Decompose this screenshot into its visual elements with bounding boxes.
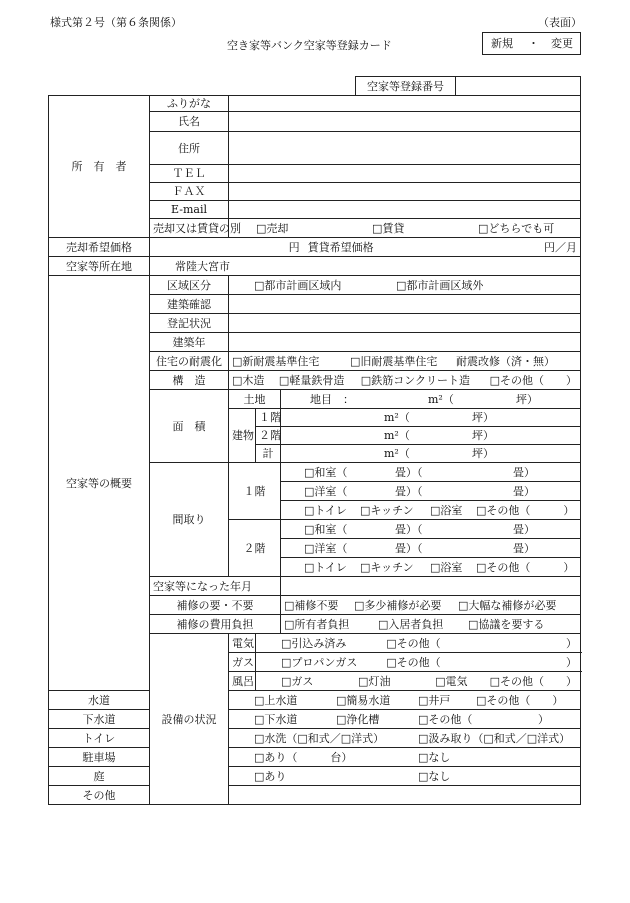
bath-oil[interactable]: □灯油 bbox=[358, 674, 391, 688]
f1-kitchen[interactable]: □キッチン bbox=[360, 503, 414, 517]
land-label: 土地 bbox=[229, 390, 281, 409]
address-label: 住所 bbox=[150, 132, 229, 165]
water-label: 水道 bbox=[49, 691, 150, 710]
parking-no[interactable]: □なし bbox=[418, 750, 451, 764]
zone-label: 区域区分 bbox=[150, 276, 229, 295]
bath-options bbox=[256, 672, 581, 691]
registry-field[interactable] bbox=[229, 314, 581, 333]
garden-options bbox=[229, 767, 581, 786]
new-change-box bbox=[482, 32, 581, 55]
cost-tenant[interactable]: □入居者負担 bbox=[378, 617, 444, 631]
building-f1-label: １階 bbox=[256, 409, 281, 427]
f1-tsubo-unit: 坪） bbox=[472, 411, 494, 424]
f2-toilet[interactable]: □トイレ bbox=[304, 560, 347, 574]
zone-out-option[interactable]: □都市計画区域外 bbox=[396, 278, 484, 292]
price-row bbox=[150, 238, 581, 257]
dot-separator: ・ bbox=[528, 37, 539, 50]
registry-label: 登記状況 bbox=[150, 314, 229, 333]
rent-price-label: 賃貸希望価格 bbox=[307, 240, 374, 254]
sewer-options bbox=[229, 710, 581, 729]
f2-facilities-row bbox=[281, 558, 581, 577]
rent-price-field[interactable] bbox=[397, 242, 577, 253]
electric-other[interactable]: □その他（ bbox=[386, 636, 441, 650]
f2-washitsu: □和室（ bbox=[304, 522, 348, 536]
registration-card-table bbox=[48, 95, 581, 805]
sale-type-label: 売却又は賃貸の別 bbox=[150, 219, 229, 238]
f1-washitsu: □和室（ bbox=[304, 465, 348, 479]
land-area-field[interactable] bbox=[281, 390, 581, 409]
side-label: （表面） bbox=[538, 16, 582, 29]
reg-number-box bbox=[355, 76, 581, 96]
total-tsubo-unit: 坪） bbox=[472, 447, 494, 460]
bath-other[interactable]: □その他（ ） bbox=[489, 674, 577, 688]
sale-price-field[interactable] bbox=[153, 242, 300, 253]
gas-propane[interactable]: □プロパンガス bbox=[281, 655, 358, 669]
f1-youshitsu-jo2: 畳） bbox=[513, 484, 535, 498]
vacant-since-label: 空家等になった年月 bbox=[150, 577, 281, 596]
water-options bbox=[229, 691, 581, 710]
gas-close: ） bbox=[566, 655, 578, 669]
bath-gas[interactable]: □ガス bbox=[281, 674, 314, 688]
f1-facilities-row bbox=[281, 501, 581, 520]
repair-none[interactable]: □補修不要 bbox=[284, 598, 339, 612]
building-total-field[interactable] bbox=[281, 445, 581, 463]
electric-connected[interactable]: □引込み済み bbox=[281, 636, 347, 650]
f2-washitsu-jo1: 畳）（ bbox=[395, 522, 423, 536]
f2-kitchen[interactable]: □キッチン bbox=[360, 560, 414, 574]
form-title: 空き家等バンク空家等登録カード bbox=[227, 39, 392, 52]
overview-section-label: 空家等の概要 bbox=[49, 276, 150, 691]
furigana-label: ふりがな bbox=[150, 96, 229, 112]
repair-label: 補修の要・不要 bbox=[150, 596, 281, 615]
seismic-new-option[interactable]: □新耐震基準住宅 bbox=[232, 354, 320, 368]
f1-youshitsu-row[interactable] bbox=[281, 482, 581, 501]
layout-label: 間取り bbox=[150, 463, 229, 577]
sewer-close: ） bbox=[538, 712, 549, 726]
f2-washitsu-row[interactable] bbox=[281, 520, 581, 539]
f1-bath[interactable]: □浴室 bbox=[430, 503, 463, 517]
built-year-label: 建築年 bbox=[150, 333, 229, 352]
sewer-public[interactable]: □下水道 bbox=[254, 712, 298, 726]
garden-label: 庭 bbox=[49, 767, 150, 786]
toilet-flush[interactable]: □水洗（□和式／□洋式） bbox=[254, 731, 385, 745]
cost-discuss[interactable]: □協議を要する bbox=[468, 617, 545, 631]
f2-tsubo-unit: 坪） bbox=[472, 429, 494, 442]
reg-number-label-cell bbox=[356, 77, 456, 96]
f1-washitsu-jo1: 畳）（ bbox=[395, 465, 423, 479]
other-label: その他 bbox=[49, 786, 150, 805]
cost-owner[interactable]: □所有者負担 bbox=[284, 617, 350, 631]
layout-floor1-label: １階 bbox=[229, 463, 281, 520]
building-total-label: 計 bbox=[256, 445, 281, 463]
land-m2-unit: m²（ bbox=[428, 392, 454, 406]
sale-price-label: 売却希望価格 bbox=[49, 238, 150, 257]
toilet-options bbox=[229, 729, 581, 748]
structure-label: 構 造 bbox=[150, 371, 229, 390]
tel-field[interactable] bbox=[229, 165, 581, 183]
f2-youshitsu-jo1: 畳）（ bbox=[395, 541, 423, 555]
f1-other[interactable]: □その他（ ） bbox=[476, 503, 575, 517]
email-field[interactable] bbox=[229, 201, 581, 219]
rent-price-unit: 円／月 bbox=[544, 240, 578, 254]
seismic-old-option[interactable]: □旧耐震基準住宅 bbox=[350, 354, 438, 368]
zone-in-option[interactable]: □都市計画区域内 bbox=[254, 278, 342, 292]
sewer-septic[interactable]: □浄化槽 bbox=[336, 712, 380, 726]
location-label: 空家等所在地 bbox=[49, 257, 150, 276]
building-f1-field[interactable] bbox=[281, 409, 581, 427]
electric-options bbox=[256, 634, 581, 653]
build-confirm-label: 建築確認 bbox=[150, 295, 229, 314]
sale-option[interactable]: □売却 bbox=[256, 221, 289, 235]
f2-washitsu-jo2: 畳） bbox=[513, 522, 535, 536]
bath-electric[interactable]: □電気 bbox=[435, 674, 468, 688]
toilet-label: トイレ bbox=[49, 729, 150, 748]
repair-some[interactable]: □多少補修が必要 bbox=[354, 598, 442, 612]
seismic-options bbox=[229, 352, 581, 371]
structure-steel[interactable]: □軽量鉄骨造 bbox=[278, 373, 345, 387]
gas-label: ガス bbox=[229, 653, 256, 672]
f2-bath[interactable]: □浴室 bbox=[430, 560, 463, 574]
structure-rc[interactable]: □鉄筋コンクリート造 bbox=[360, 373, 470, 387]
either-option[interactable]: □どちらでも可 bbox=[478, 221, 555, 235]
other-field[interactable] bbox=[229, 786, 581, 805]
new-option[interactable]: 新規 bbox=[491, 37, 513, 50]
gas-options bbox=[256, 653, 581, 672]
tel-label: ＴＥＬ bbox=[150, 165, 229, 183]
facilities-section-label: 設備の状況 bbox=[150, 634, 229, 805]
garden-no[interactable]: □なし bbox=[418, 769, 451, 783]
parking-yes[interactable]: □あり（ 台） bbox=[254, 750, 353, 764]
electric-label: 電気 bbox=[229, 634, 256, 653]
electric-close: ） bbox=[566, 636, 578, 650]
f2-youshitsu-jo2: 畳） bbox=[513, 541, 535, 555]
vacant-since-field[interactable] bbox=[281, 577, 581, 596]
f1-youshitsu-jo1: 畳）（ bbox=[395, 484, 423, 498]
f1-youshitsu: □洋室（ bbox=[304, 484, 348, 498]
cost-options bbox=[281, 615, 581, 634]
f1-washitsu-row[interactable] bbox=[281, 463, 581, 482]
structure-options bbox=[229, 371, 581, 390]
building-f2-label: ２階 bbox=[256, 427, 281, 445]
reg-number-label: 空家等登録番号 bbox=[367, 80, 444, 93]
location-value: 常陸大宮市 bbox=[175, 259, 230, 273]
sewer-other[interactable]: □その他（ bbox=[418, 712, 473, 726]
fax-field[interactable] bbox=[229, 183, 581, 201]
seismic-label: 住宅の耐震化 bbox=[150, 352, 229, 371]
layout-floor2-label: ２階 bbox=[229, 520, 281, 577]
f2-youshitsu-row[interactable] bbox=[281, 539, 581, 558]
seismic-retrofit: 耐震改修（済・無） bbox=[456, 354, 555, 368]
total-m2-unit: m²（ bbox=[384, 447, 410, 460]
water-city[interactable]: □上水道 bbox=[254, 693, 298, 707]
repair-major[interactable]: □大幅な補修が必要 bbox=[458, 598, 557, 612]
f2-m2-unit: m²（ bbox=[384, 429, 410, 442]
f1-m2-unit: m²（ bbox=[384, 411, 410, 424]
gas-other[interactable]: □その他（ bbox=[386, 655, 441, 669]
name-label: 氏名 bbox=[150, 112, 229, 132]
f1-toilet[interactable]: □トイレ bbox=[304, 503, 347, 517]
cost-label: 補修の費用負担 bbox=[150, 615, 281, 634]
parking-label: 駐車場 bbox=[49, 748, 150, 767]
sale-type-options bbox=[229, 219, 581, 238]
name-field[interactable] bbox=[229, 112, 581, 132]
building-f2-field[interactable] bbox=[281, 427, 581, 445]
water-other[interactable]: □その他（ ） bbox=[476, 693, 564, 707]
garden-yes[interactable]: □あり bbox=[254, 769, 287, 783]
land-category-label: 地目 ： bbox=[310, 392, 354, 406]
structure-other[interactable]: □その他（ ） bbox=[489, 373, 577, 387]
built-year-field[interactable] bbox=[229, 333, 581, 352]
water-simple[interactable]: □簡易水道 bbox=[336, 693, 391, 707]
email-label: E-mail bbox=[150, 201, 229, 219]
parking-options bbox=[229, 748, 581, 767]
f2-other[interactable]: □その他（ ） bbox=[476, 560, 575, 574]
bath-label: 風呂 bbox=[229, 672, 256, 691]
zone-options bbox=[229, 276, 581, 295]
repair-options bbox=[281, 596, 581, 615]
form-number: 様式第２号（第６条関係） bbox=[50, 16, 182, 29]
address-field[interactable] bbox=[229, 132, 581, 165]
reg-number-field[interactable] bbox=[456, 77, 580, 96]
land-tsubo-unit: 坪） bbox=[516, 392, 538, 406]
owner-section-label: 所 有 者 bbox=[49, 96, 150, 238]
rent-option[interactable]: □賃貸 bbox=[372, 221, 405, 235]
water-well[interactable]: □井戸 bbox=[418, 693, 451, 707]
f2-youshitsu: □洋室（ bbox=[304, 541, 348, 555]
sale-price-unit: 円 bbox=[288, 240, 300, 254]
change-option[interactable]: 変更 bbox=[551, 37, 573, 50]
structure-wood[interactable]: □木造 bbox=[232, 373, 265, 387]
toilet-pit[interactable]: □汲み取り（□和式／□洋式） bbox=[418, 731, 571, 745]
location-field[interactable] bbox=[150, 257, 581, 276]
building-label: 建物 bbox=[229, 409, 256, 463]
furigana-field[interactable] bbox=[229, 96, 581, 112]
fax-label: ＦＡＸ bbox=[150, 183, 229, 201]
build-confirm-field[interactable] bbox=[229, 295, 581, 314]
area-label: 面 積 bbox=[150, 390, 229, 463]
f1-washitsu-jo2: 畳） bbox=[513, 465, 535, 479]
sewer-label: 下水道 bbox=[49, 710, 150, 729]
